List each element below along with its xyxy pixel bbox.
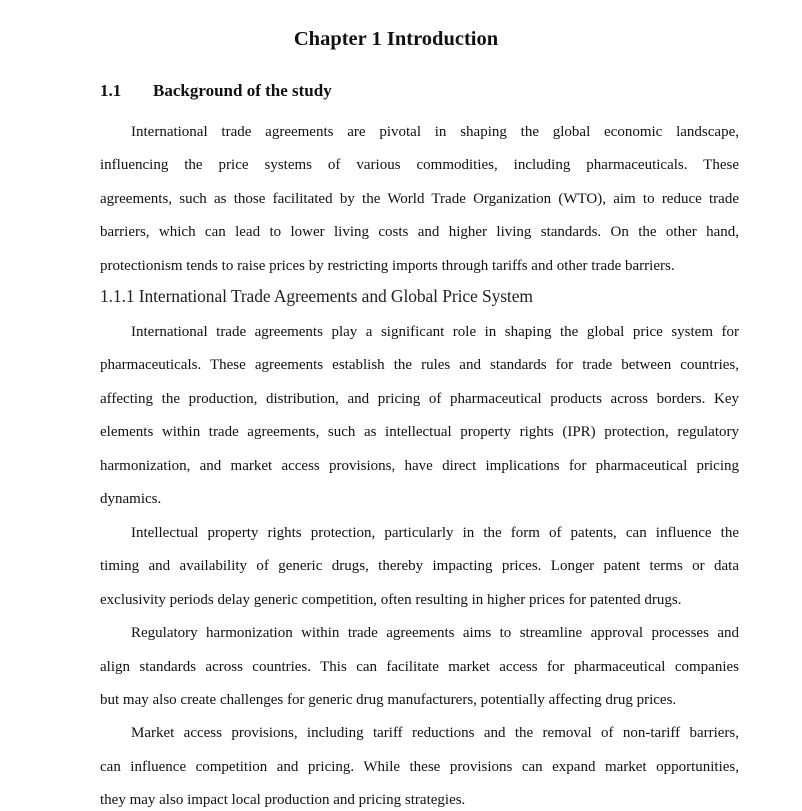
paragraph-line: pharmaceuticals. These agreements establish the rules and standards for trade between countries, (100, 357, 739, 374)
paragraph-line: International trade agreements play a significant role in shaping the global price system for (131, 324, 739, 340)
paragraph-line: elements within trade agreements, such as intellectual property rights (IPR) protection, regulatory (100, 424, 739, 441)
subsection-heading: 1.1.1 International Trade Agreements and Global Price System (100, 286, 533, 306)
chapter-title: Chapter 1 Introduction (293, 28, 499, 50)
paragraph-line: affecting the production, distribution, and pricing of pharmaceutical products across borders. Key (100, 390, 739, 407)
paragraph-line: protectionism tends to raise prices by restricting imports through tariffs and other trade barriers. (100, 257, 675, 274)
paragraph-line: International trade agreements are pivotal in shaping the global economic landscape, (131, 124, 739, 140)
paragraph-line: they may also impact local production and pricing strategies. (100, 792, 466, 809)
section-heading (100, 81, 332, 101)
paragraph-line: agreements, such as those facilitated by the World Trade Organization (WTO), aim to reduce trade (100, 190, 739, 207)
paragraph-line: timing and availability of generic drugs, thereby impacting prices. Longer patent terms or data (100, 558, 739, 575)
paragraph-line: influencing the price systems of various commodities, including pharmaceuticals. These (100, 157, 739, 174)
paragraph-line: Intellectual property rights protection, particularly in the form of patents, can influence the (131, 524, 739, 541)
paragraph-line: barriers, which can lead to lower living costs and higher living standards. On the other hand, (100, 224, 739, 241)
paragraph-line: Regulatory harmonization within trade agreements aims to streamline approval processes and (131, 625, 739, 642)
paragraph-line: but may also create challenges for generic drug manufacturers, potentially affecting drug prices. (100, 691, 677, 708)
paragraph-line: harmonization, and market access provisions, have direct implications for pharmaceutical pricing (100, 457, 739, 474)
paragraph-line: align standards across countries. This can facilitate market access for pharmaceutical companies (100, 658, 739, 675)
paragraph-line: can influence competition and pricing. While these provisions can expand market opportunities, (100, 758, 739, 775)
paragraph-line: Market access provisions, including tariff reductions and the removal of non-tariff barriers, (131, 725, 739, 742)
paragraph-line: exclusivity periods delay generic competition, often resulting in higher prices for patented drugs. (100, 591, 682, 608)
section-title: Background of the study (153, 81, 332, 100)
paragraph-line: dynamics. (100, 491, 162, 508)
section-number: 1.1 (100, 81, 122, 100)
